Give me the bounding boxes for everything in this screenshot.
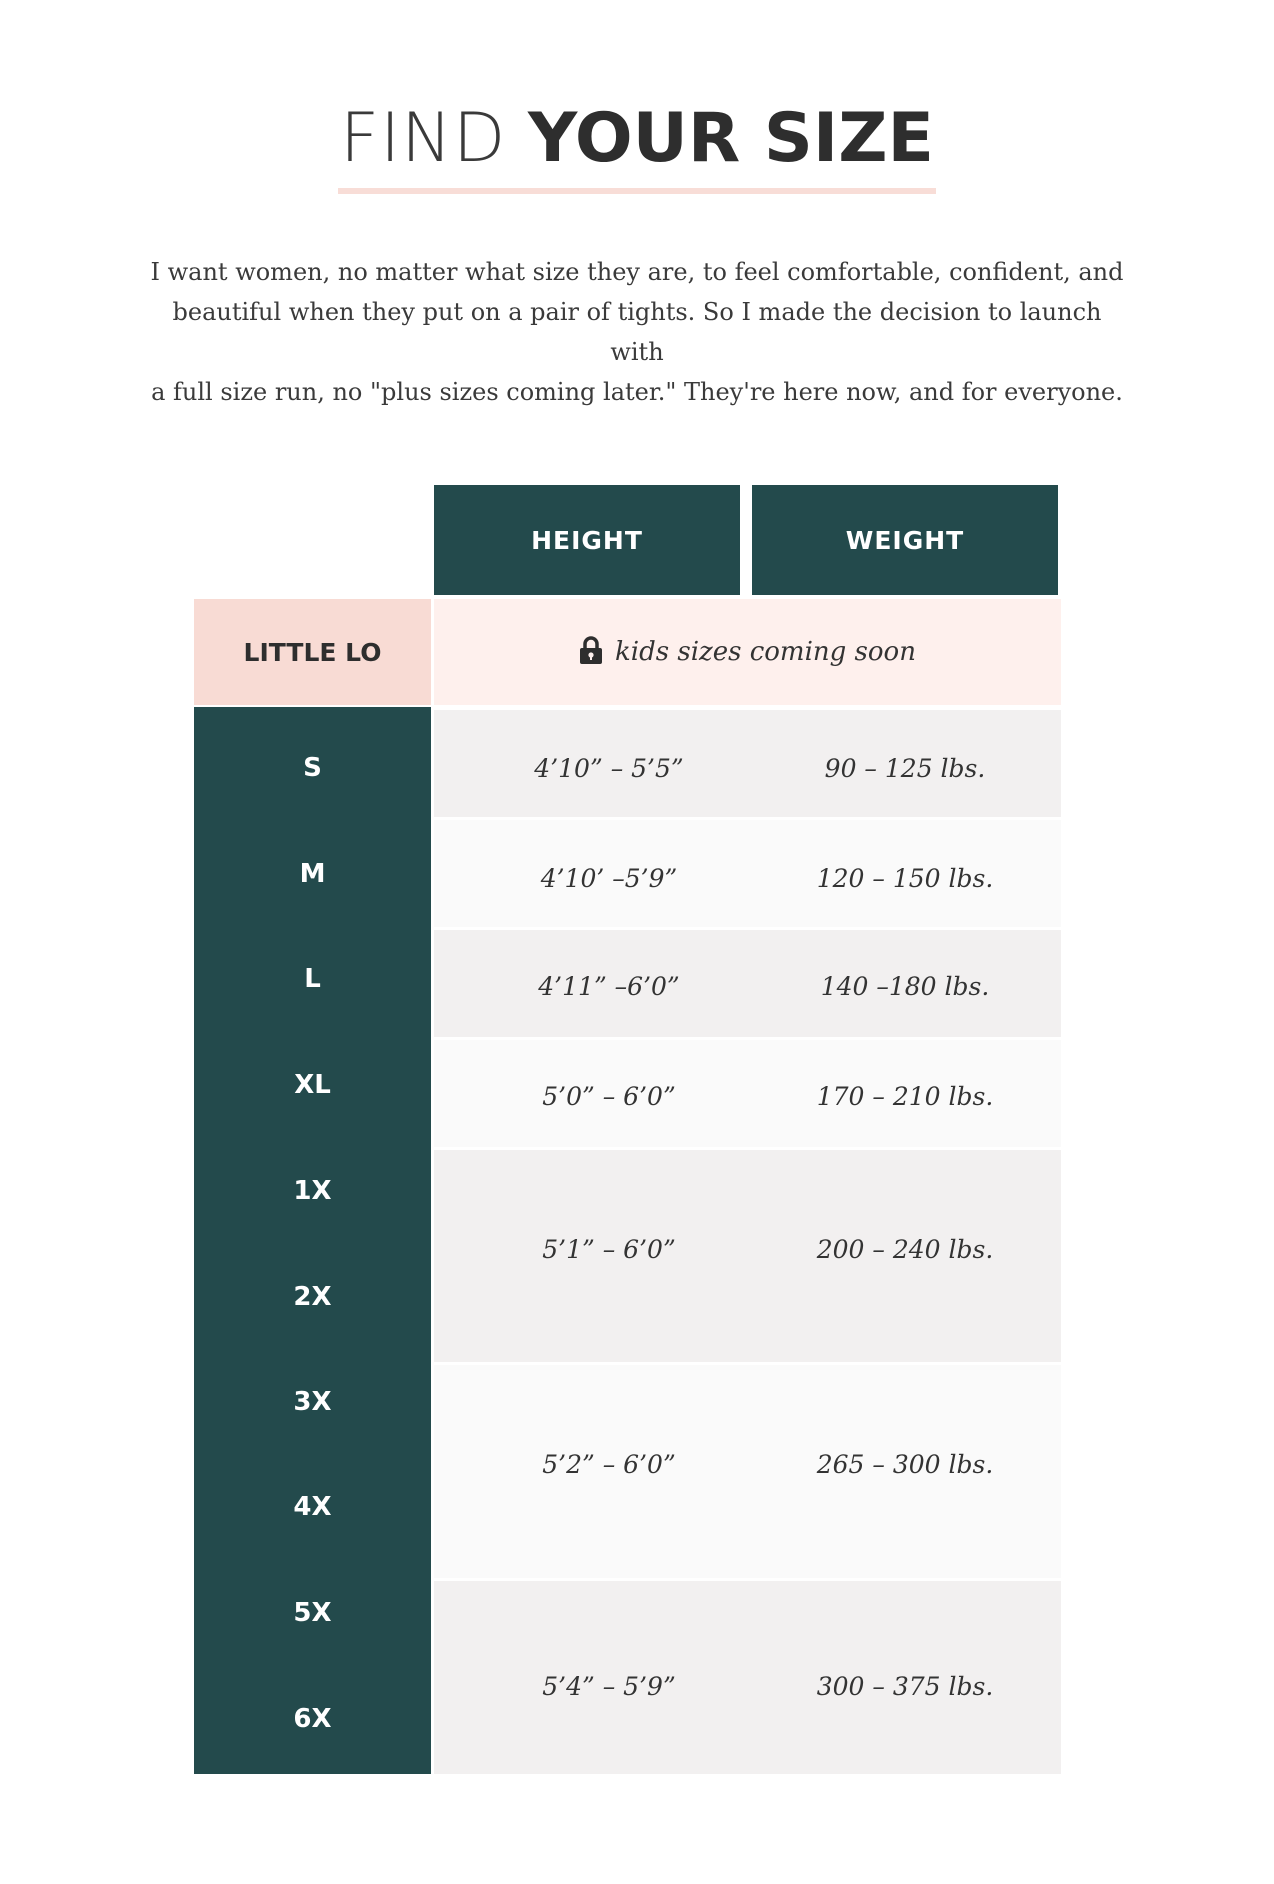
intro-paragraph [150,252,1124,412]
size-label-1x: 1X [293,1176,332,1206]
size-label-6x: 6X [293,1704,332,1734]
page-title [338,98,936,194]
size-label-xl: XL [294,1070,331,1100]
header-height: HEIGHT [434,485,740,595]
size-label-4x: 4X [293,1492,332,1522]
size-label-m: M [299,859,326,889]
size-label-5x: 5X [293,1598,332,1628]
row-m-height: 4’10’ –5’9” [540,864,678,893]
lock-icon [579,635,603,665]
intro-line-3: a full size run, no "plus sizes coming later." They're here now, and for everyone. [151,378,1123,406]
size-label-s: S [303,753,322,783]
size-column [194,707,431,1774]
intro-line-2: beautiful when they put on a pair of tights. So I made the decision to launch with [172,298,1102,366]
little-lo-message-cell [434,599,1061,705]
size-label-2x: 2X [293,1282,332,1312]
page-title-light: FIND [340,99,507,178]
intro-line-1: I want women, no matter what size they are, to feel comfortable, confident, and [150,258,1124,286]
row-3x-4x-height: 5’2” – 6’0” [542,1450,676,1479]
row-xl-weight: 170 – 210 lbs. [816,1082,994,1111]
page-title-bold: YOUR SIZE [528,99,934,178]
page-title-wrap [0,98,1274,194]
size-label-3x: 3X [293,1387,332,1417]
size-label-l: L [304,964,321,994]
row-l-weight: 140 –180 lbs. [820,972,990,1001]
little-lo-message: kids sizes coming soon [615,637,916,667]
row-s-weight: 90 – 125 lbs. [824,754,986,783]
row-1x-2x-weight: 200 – 240 lbs. [816,1235,994,1264]
row-5x-6x-height: 5’4” – 5’9” [542,1672,676,1701]
row-3x-4x-weight: 265 – 300 lbs. [816,1450,994,1479]
little-lo-label: LITTLE LO [194,599,431,705]
header-weight: WEIGHT [752,485,1058,595]
row-m-weight: 120 – 150 lbs. [816,864,994,893]
row-xl-height: 5’0” – 6’0” [542,1082,676,1111]
row-s-height: 4’10” – 5’5” [534,754,684,783]
row-l-height: 4’11” –6’0” [538,972,680,1001]
row-1x-2x-height: 5’1” – 6’0” [542,1235,676,1264]
row-5x-6x-weight: 300 – 375 lbs. [816,1672,994,1701]
